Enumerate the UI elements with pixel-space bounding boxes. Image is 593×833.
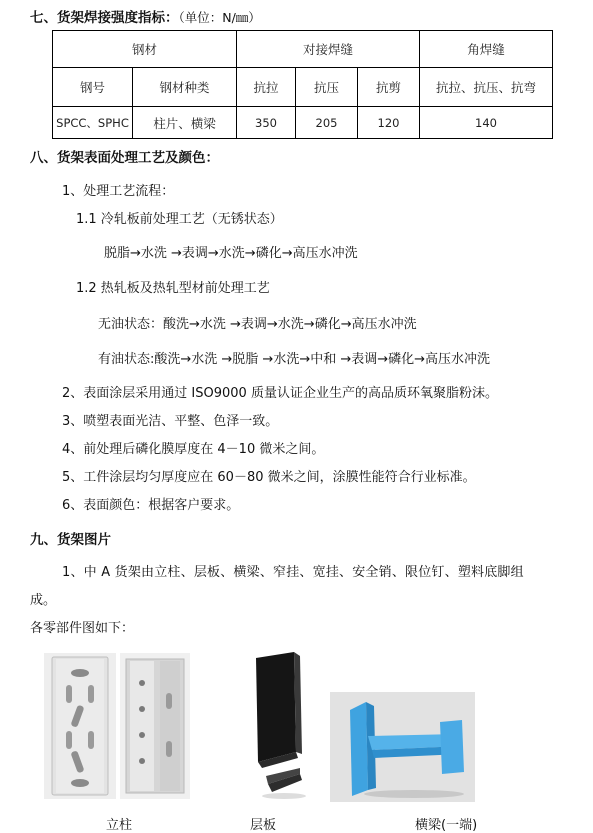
components-paragraph-line1: 1、中 A 货架由立柱、层板、横梁、窄挂、宽挂、安全销、限位钉、塑料底脚组	[62, 565, 524, 580]
upright-photo-side	[120, 653, 190, 799]
oily-flow: 有油状态:酸洗→水洗 →脱脂 →水洗→中和 →表调→磷化→高压水冲洗	[98, 352, 491, 367]
section-9-title: 九、货架图片	[30, 532, 111, 548]
cell-compression: 205	[296, 107, 358, 139]
weld-strength-table	[52, 30, 553, 139]
beam-end-photo	[330, 692, 475, 802]
table-sub-header-row	[53, 68, 553, 107]
header-steel-type: 钢材种类	[133, 68, 237, 107]
section-7-heading	[30, 6, 261, 26]
coating-thickness-item: 5、工件涂层均匀厚度应在 60－80 微米之间，涂膜性能符合行业标准。	[62, 470, 476, 485]
caption-shelf-panel: 层板	[250, 818, 277, 833]
table-row	[53, 107, 553, 139]
process-flow-item: 1、处理工艺流程：	[62, 184, 175, 199]
section-7-title: 七、货架焊接强度指标：	[30, 10, 179, 26]
surface-finish-item: 3、喷塑表面光洁、平整、色泽一致。	[62, 414, 279, 429]
cell-fillet: 140	[420, 107, 553, 139]
cell-tension: 350	[237, 107, 296, 139]
hot-rolled-subheading: 1.2 热轧板及热轧型材前处理工艺	[76, 281, 270, 296]
header-fillet-weld: 角焊缝	[420, 31, 553, 68]
shelf-panel-photo	[236, 650, 316, 800]
cell-steel-type: 柱片、横梁	[133, 107, 237, 139]
upright-photo-front	[44, 653, 116, 799]
coating-item: 2、表面涂层采用通过 ISO9000 质量认证企业生产的高品质环氧聚脂粉沫。	[62, 386, 498, 401]
cold-rolled-subheading: 1.1 冷轧板前处理工艺（无锈状态）	[76, 212, 283, 227]
caption-upright: 立柱	[106, 818, 133, 833]
no-oil-flow: 无油状态：酸洗→水洗 →表调→水洗→磷化→高压水冲洗	[98, 317, 417, 332]
phosphate-thickness-item: 4、前处理后磷化膜厚度在 4－10 微米之间。	[62, 442, 325, 457]
parts-intro: 各零部件图如下：	[30, 621, 135, 636]
header-steel-grade: 钢号	[53, 68, 133, 107]
cell-steel-grade: SPCC、SPHC	[53, 107, 133, 139]
header-fillet-values: 抗拉、抗压、抗弯	[420, 68, 553, 107]
cell-shear: 120	[358, 107, 420, 139]
surface-color-item: 6、表面颜色：根据客户要求。	[62, 498, 240, 513]
components-paragraph-line2: 成。	[30, 593, 57, 608]
header-compression: 抗压	[296, 68, 358, 107]
section-7-unit: （单位：N/㎜）	[178, 10, 261, 25]
caption-beam-end: 横梁(一端)	[415, 818, 478, 833]
section-8-title: 八、货架表面处理工艺及颜色：	[30, 150, 219, 166]
header-butt-weld: 对接焊缝	[237, 31, 420, 68]
table-group-header-row	[53, 31, 553, 68]
header-shear: 抗剪	[358, 68, 420, 107]
header-tension: 抗拉	[237, 68, 296, 107]
cold-rolled-flow: 脱脂→水洗 →表调→水洗→磷化→高压水冲洗	[104, 246, 358, 261]
header-steel: 钢材	[53, 31, 237, 68]
